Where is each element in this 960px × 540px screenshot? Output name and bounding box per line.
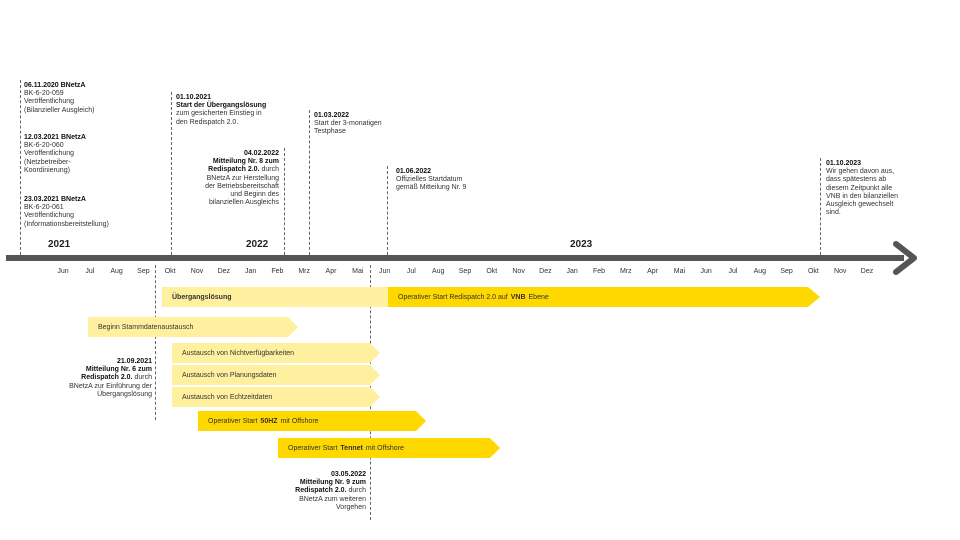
bar-label-bold: VNB — [510, 293, 526, 301]
note-line: VNB in den bilanziellen — [826, 192, 898, 200]
note-line: gemäß Mitteilung Nr. 9 — [396, 184, 467, 192]
note-line: (Netzbetreiber- — [24, 158, 71, 166]
note-header: Start der Übergangslösung — [176, 102, 267, 110]
bar-uebergangsloesung — [162, 287, 388, 307]
note-line: BK-6-20-060 — [24, 142, 64, 150]
bar-50hz — [198, 411, 416, 431]
month-label: Feb — [271, 268, 284, 275]
note-date: 01.10.2023 — [826, 160, 862, 167]
month-label: Feb — [592, 268, 606, 275]
note-line: Übergangslösung — [97, 390, 152, 398]
note-line: BNetzA zur Einführung der — [69, 382, 152, 390]
month-label: Mrz — [298, 268, 311, 275]
bar-label: Beginn Stammdatenaustausch — [98, 323, 194, 331]
bar-tennet — [278, 438, 490, 458]
bar-operativ-vnb — [388, 287, 808, 307]
note-header: Mitteilung Nr. 9 zum — [299, 479, 366, 487]
note-line: Wir gehen davon aus, — [826, 168, 895, 176]
note-line: und Beginn des — [230, 191, 279, 199]
bar-planungsdaten — [172, 365, 370, 385]
note-header: Redispatch 2.0. — [81, 374, 133, 382]
note-mitteilung-9 — [262, 471, 366, 512]
month-label: Nov — [833, 268, 847, 275]
note-header: 12.03.2021 BNetzA — [24, 134, 86, 141]
year-label-2021: 2021 — [48, 239, 71, 250]
note-line: durch — [259, 166, 279, 174]
note-header: Mitteilung Nr. 6 zum — [85, 366, 152, 374]
note-date: 01.06.2022 — [396, 168, 432, 175]
note-line: (Informationsbereitstellung) — [24, 220, 109, 228]
note-line: durch — [132, 374, 152, 382]
month-label: Jul — [406, 268, 416, 275]
note-date: 01.10.2021 — [176, 94, 212, 101]
month-label: Mai — [673, 268, 686, 275]
month-label: Dez — [860, 268, 874, 275]
month-label: Okt — [164, 268, 176, 275]
note-line: durch — [346, 487, 366, 495]
note-line: bilanziellen Ausgleichs — [208, 199, 279, 207]
month-label: Nov — [190, 268, 204, 275]
month-label: Sep — [458, 268, 472, 275]
bar-label: Austausch von Nichtverfügbarkeiten — [182, 349, 295, 357]
note-line: (Bilanzieller Ausgleich) — [24, 106, 95, 114]
note-line: zum gesicherten Einstieg in — [176, 110, 262, 118]
note-line: der Betriebsbereitschaft — [205, 182, 279, 190]
month-label: Aug — [431, 268, 445, 275]
month-label: Dez — [217, 268, 231, 275]
note-line: BK-6-20-061 — [24, 204, 64, 212]
bar-label: Austausch von Planungsdaten — [182, 371, 277, 379]
note-line: Ausgleich gewechselt — [826, 201, 894, 209]
note-line: BK-6-20-059 — [24, 90, 64, 98]
month-label: Jan — [566, 268, 578, 275]
bar-label: mit Offshore — [280, 417, 319, 425]
note-date: 01.03.2022 — [314, 112, 350, 119]
bar-label-bold: Tennet — [340, 444, 363, 452]
month-label: Jun — [378, 268, 391, 275]
note-header: Redispatch 2.0. — [295, 487, 347, 495]
note-line: sind. — [826, 209, 841, 217]
bar-label: Übergangslösung — [172, 293, 232, 301]
bar-stammdaten — [88, 317, 288, 337]
note-line: Veröffentlichung — [24, 98, 75, 106]
note-date: 04.02.2022 — [243, 150, 279, 157]
month-label: Sep — [137, 268, 150, 275]
month-label: Okt — [486, 268, 498, 275]
bar-nichtverfuegbarkeiten — [172, 343, 370, 363]
bar-label: Ebene — [528, 293, 549, 301]
bar-label: mit Offshore — [365, 444, 404, 452]
note-line: diesem Zeitpunkt alle — [826, 184, 893, 192]
month-label: Jan — [244, 268, 257, 275]
bar-label-bold: 50HZ — [260, 417, 278, 425]
note-line: Veröffentlichung — [24, 150, 75, 158]
note-line: Koordinierung) — [24, 166, 70, 174]
note-line: Vorgehen — [336, 503, 366, 511]
month-label: Jun — [57, 268, 69, 275]
note-line: Testphase — [314, 128, 346, 136]
note-mitteilung-6 — [48, 358, 152, 399]
bar-label: Austausch von Echtzeitdaten — [182, 393, 273, 401]
note-line: Offizielles Startdatum — [396, 176, 463, 184]
month-label: Dez — [539, 268, 552, 275]
month-label: Mrz — [619, 268, 632, 275]
note-header: 06.11.2020 BNetzA — [24, 82, 86, 89]
note-line: Start der 3-monatigen — [314, 120, 382, 128]
month-label: Aug — [110, 268, 123, 275]
year-label-2023: 2023 — [570, 239, 593, 250]
bar-echtzeitdaten — [172, 387, 370, 407]
note-line: dass spätestens ab — [826, 176, 887, 184]
note-header: 23.03.2021 BNetzA — [24, 196, 86, 203]
month-label: Apr — [647, 268, 659, 275]
bar-label: Operativer Start — [208, 417, 258, 425]
note-line: BNetzA zum weiteren — [299, 495, 366, 503]
note-header: Mitteilung Nr. 8 zum — [212, 158, 279, 166]
note-line: BNetzA zur Herstellung — [206, 174, 279, 182]
bar-label: Operativer Start Redispatch 2.0 auf — [398, 293, 508, 301]
month-label: Jun — [700, 268, 712, 275]
year-label-2022: 2022 — [246, 239, 269, 250]
bar-label: Operativer Start — [288, 444, 338, 452]
note-header: Redispatch 2.0. — [208, 166, 260, 174]
month-label: Aug — [753, 268, 767, 275]
note-line: den Redispatch 2.0. — [176, 118, 239, 126]
month-label: Mai — [352, 268, 364, 275]
note-line: Veröffentlichung — [24, 212, 75, 220]
month-label: Okt — [807, 268, 819, 275]
month-label: Jul — [85, 268, 95, 275]
month-label: Apr — [325, 268, 337, 275]
month-label: Jul — [728, 268, 738, 275]
note-date: 21.09.2021 — [116, 358, 152, 365]
month-label: Nov — [512, 268, 525, 275]
note-date: 03.05.2022 — [330, 471, 366, 478]
month-label: Sep — [780, 268, 793, 275]
